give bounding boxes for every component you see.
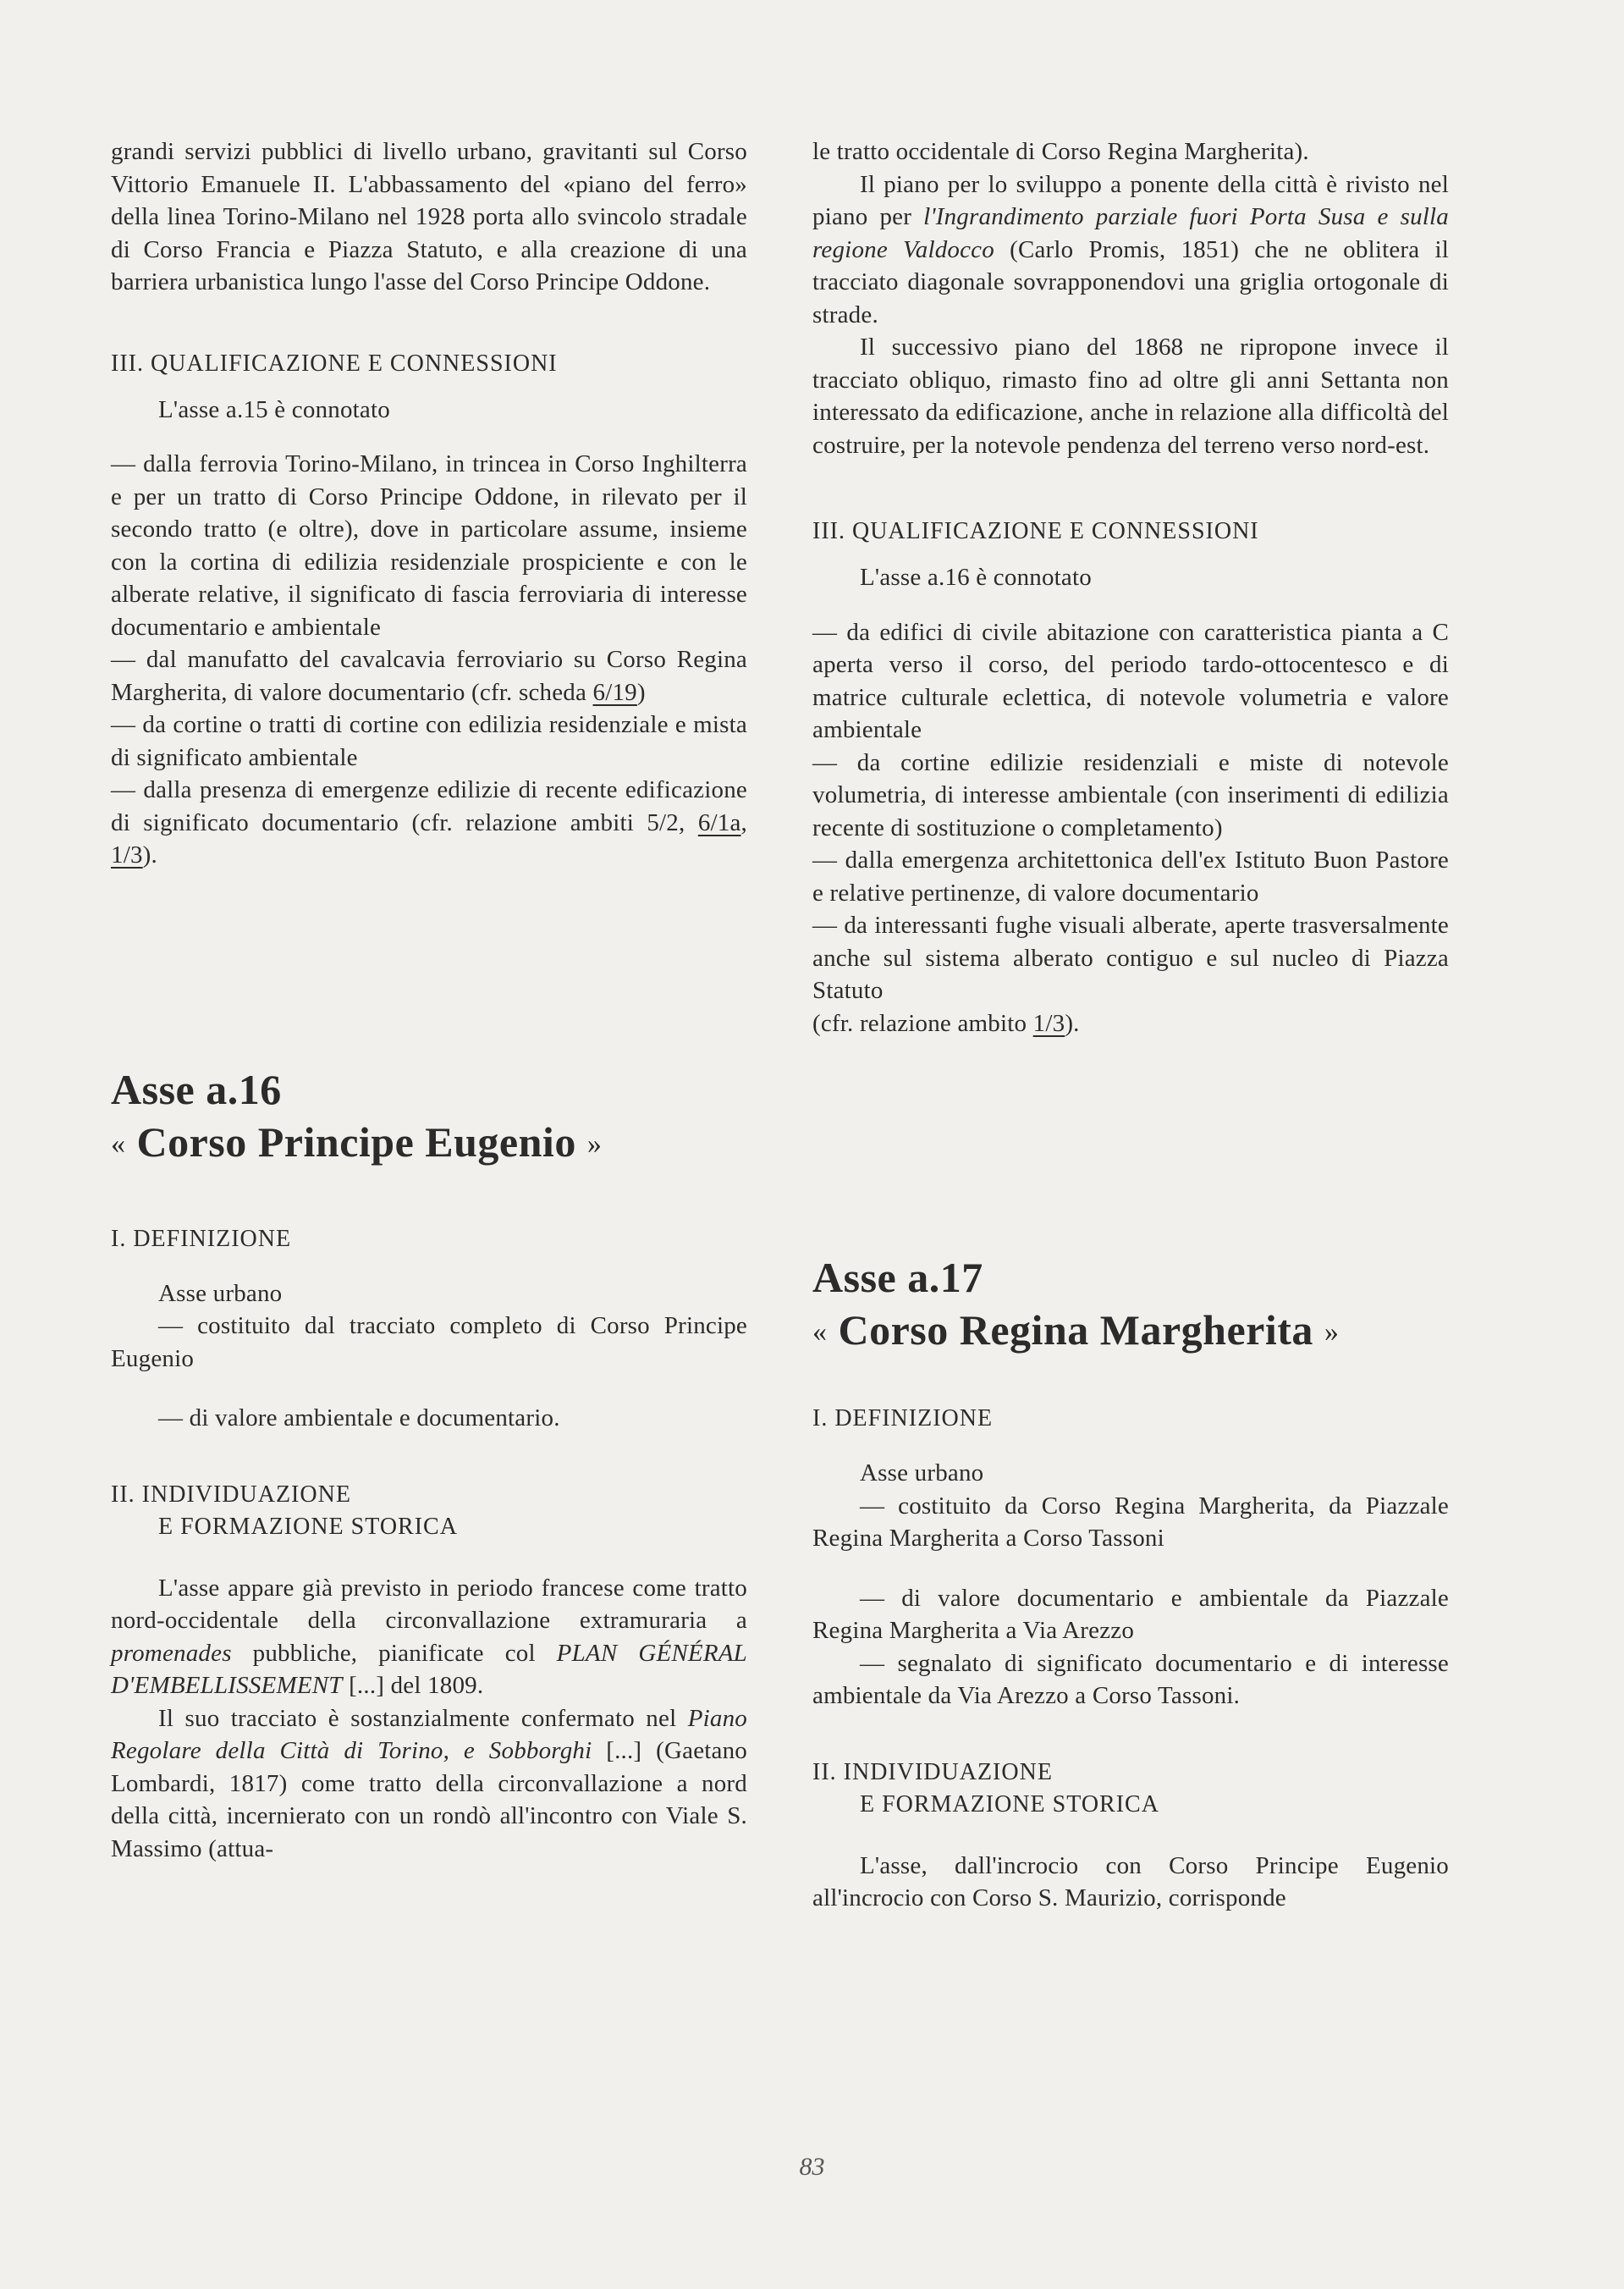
history-paragraph: Il suo tracciato è sostanzialmente confermato nel Piano Regolare della Città di Torino, e Sobborghi [...] (Gaetano Lombardi, 1817) come tratto della circonvallazione a nord della città, incernierato con un rondò all'incontro con Viale S. Massimo (attua- [111,1704,747,1862]
history-paragraph: Il piano per lo sviluppo a ponente della città è rivisto nel piano per l'Ingrandimento parziale fuori Porta Susa e sulla regione Valdocco (Carlo Promis, 1851) che ne oblitera il tracciato diagonale sovrapponendovi una griglia ortogonale di strade. [812,170,1449,328]
section-heading-qualificazione: III. QUALIFICAZIONE E CONNESSIONI [111,350,558,377]
ambito-reference: 1/3 [111,841,143,869]
definition-line: Asse urbano [158,1279,283,1307]
definition-line: — costituito da Corso Regina Margherita, da Piazzale Regina Margherita a Corso Tassoni [812,1492,1449,1552]
section-heading-definizione: I. DEFINIZIONE [812,1405,994,1431]
definition-line: — segnalato di significato documentario e di interesse ambientale da Via Arezzo a Corso Tassoni. [812,1649,1449,1709]
asse-title: Asse a.16 [111,1065,282,1113]
section-heading-definizione: I. DEFINIZIONE [111,1225,292,1252]
list-item: — da cortine edilizie residenziali e miste di notevole volumetria, di interesse ambientale (con inserimenti di edilizia recente di sostituzione o completamento) [812,748,1449,841]
history-paragraph: L'asse, dall'incrocio con Corso Principe Eugenio all'incrocio con Corso S. Maurizio, corrisponde [812,1851,1449,1911]
definition-line: — di valore documentario e ambientale da Piazzale Regina Margherita a Via Arezzo [812,1584,1449,1644]
intro-paragraph: grandi servizi pubblici di livello urbano, gravitanti sul Corso Vittorio Emanuele II. L'abbassamento del «piano del ferro» della linea Torino-Milano nel 1928 porta allo svincolo stradale di Corso Francia e Piazza Statuto, e alla creazione di una barriera urbanistica lungo l'asse del Corso Principe Oddone. [111,138,747,295]
list-item: — dalla ferrovia Torino-Milano, in trincea in Corso Inghilterra e per un tratto di Corso Principe Oddone, in rilevato per il secondo tratto (e oltre), dove in particolare assume, insieme con la cortina di edilizia residenziale prospiciente e con le alberate relative, il significato di fascia ferroviaria di interesse documentario e ambientale [111,450,747,641]
section-lead: L'asse a.16 è connotato [860,564,1092,591]
definition-line: — di valore ambientale e documentario. [158,1404,560,1431]
page-number: 83 [799,2153,825,2181]
list-item: — da interessanti fughe visuali alberate, aperte trasversalmente anche sul sistema alberato contiguo e sul nucleo di Piazza Statuto [812,912,1449,1004]
list-item: — da cortine o tratti di cortine con edilizia residenziale e mista di significato ambientale [111,711,747,771]
section-heading-individuazione: II. INDIVIDUAZIONE E FORMAZIONE STORICA [812,1758,1159,1817]
section-heading-individuazione: II. INDIVIDUAZIONE E FORMAZIONE STORICA [111,1481,458,1540]
history-paragraph: Il successivo piano del 1868 ne ripropone invece il tracciato obliquo, rimasto fino ad oltre gli anni Settanta non interessato da edificazione, anche in relazione alla difficoltà del costruire, per la notevole pendenza del terreno verso nord-est. [812,334,1449,459]
history-paragraph: L'asse appare già previsto in periodo francese come tratto nord-occidentale della circonvallazione extramuraria a promenades pubbliche, pianificate col PLAN GÉNÉRAL D'EMBELLISSEMENT [...] del 1809. [111,1574,747,1699]
list-item: — dalla presenza di emergenze edilizie di recente edificazione di significato documentario (cfr. relazione ambiti 5/2, 6/1a, 1/3). [111,776,747,869]
definition-line: — costituito dal tracciato completo di Corso Principe Eugenio [111,1312,747,1372]
right-column [812,135,1449,1915]
definition-line: Asse urbano [860,1459,984,1486]
asse-name: « Corso Principe Eugenio » [111,1117,603,1166]
section-lead: L'asse a.15 è connotato [158,395,390,423]
list-item: — da edifici di civile abitazione con caratteristica pianta a C aperta verso il corso, del periodo tardo-ottocentesco e di matrice culturale eclettica, di notevole volumetria e valore ambientale [812,618,1449,743]
scheda-reference: 6/19 [592,678,637,706]
left-column [111,135,747,1865]
list-item: — dal manufatto del cavalcavia ferroviario su Corso Regina Margherita, di valore documentario (cfr. scheda 6/19) [111,646,747,706]
asse-title: Asse a.17 [812,1254,983,1301]
ambito-reference: 1/3 [1032,1009,1065,1037]
asse-name: « Corso Regina Margherita » [812,1306,1340,1354]
ambito-reference: 6/1a [697,808,741,836]
list-item: — dalla emergenza architettonica dell'ex Istituto Buon Pastore e relative pertinenze, di valore documentario [812,847,1449,907]
list-item: (cfr. relazione ambito 1/3). [812,1009,1080,1037]
section-heading-qualificazione: III. QUALIFICAZIONE E CONNESSIONI [812,518,1259,544]
continuation-line: le tratto occidentale di Corso Regina Margherita). [812,138,1309,165]
